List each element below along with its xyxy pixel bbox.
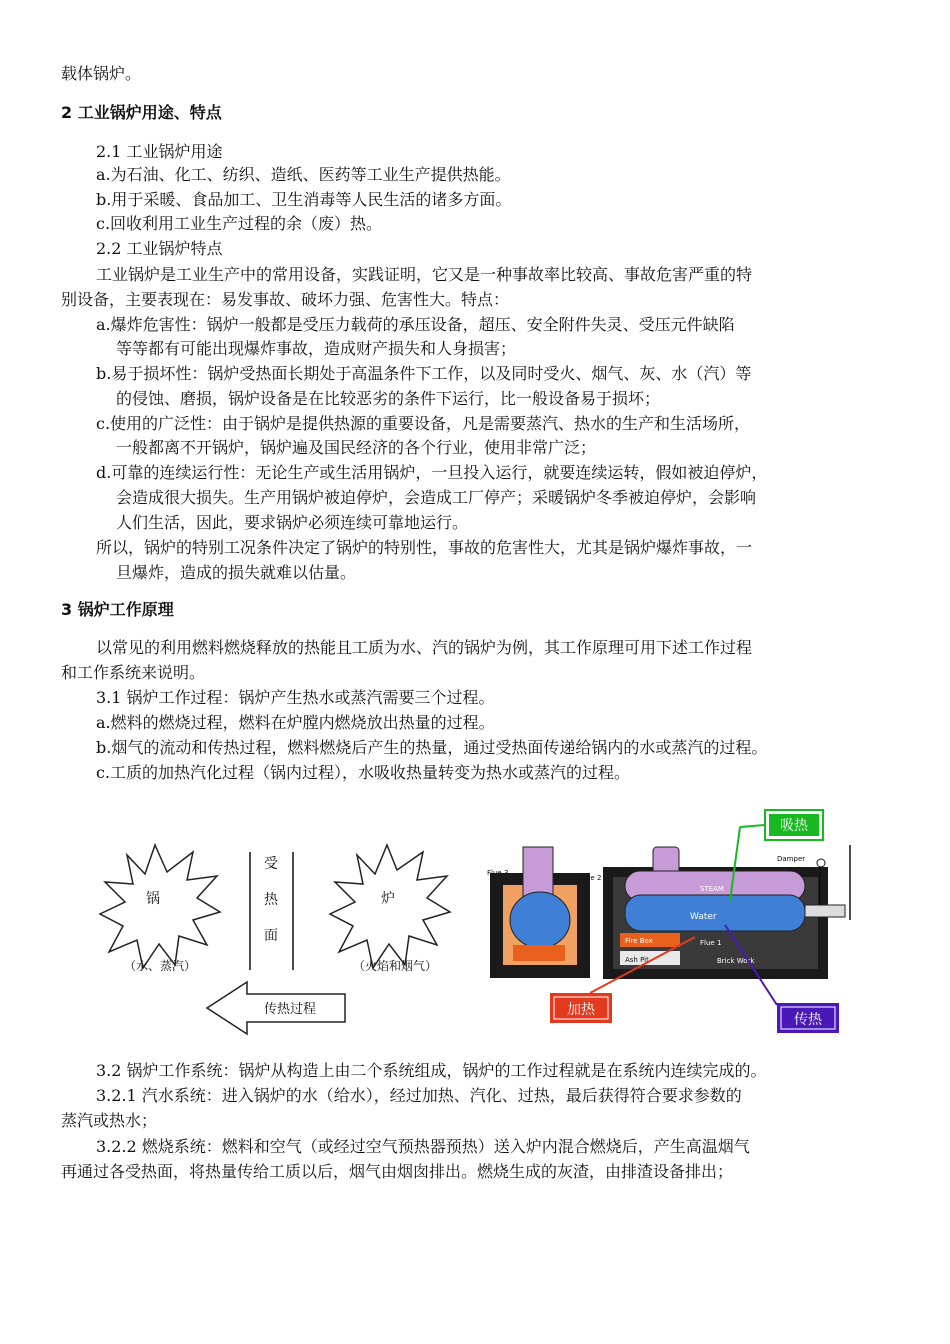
text-line: a.为石油、化工、纺织、造纸、医药等工业生产提供热能。	[96, 165, 511, 184]
text-line: a.燃料的燃烧过程，燃料在炉膛内燃烧放出热量的过程。	[96, 713, 495, 732]
heat-label: 加热	[567, 1002, 595, 1018]
text-line: b.易于损坏性：锅炉受热面长期处于高温条件下工作，以及同时受火、烟气、灰、水（汽）等	[96, 364, 752, 383]
left-boiler-stack	[523, 847, 553, 899]
boiler-caption: （水、蒸汽）	[123, 959, 197, 973]
text-line: 别设备，主要表现在：易发事故、破坏力强、危害性大。特点：	[61, 290, 510, 309]
section-heading-3: 3 锅炉工作原理	[61, 600, 174, 619]
text-line: 工业锅炉是工业生产中的常用设备，实践证明，它又是一种事故率比较高、事故危害严重的特	[96, 265, 753, 284]
boiler-cross-section-figure	[485, 805, 865, 1040]
text-line: 所以，锅炉的特别工况条件决定了锅炉的特别性，事故的危害性大，尤其是锅炉爆炸事故，一	[96, 538, 753, 557]
furnace-label: 炉	[381, 891, 395, 907]
fire-box-label: Fire Box	[625, 937, 653, 945]
text-line: c.使用的广泛性：由于锅炉是提供热源的重要设备，凡是需要蒸汽、热水的生产和生活场所，	[96, 414, 751, 433]
furnace-caption: （火焰和烟气）	[352, 959, 438, 973]
text-line: b.烟气的流动和传热过程，燃料燃烧后产生的热量，通过受热面传递给锅内的水或蒸汽的过程。	[96, 738, 768, 757]
steam-label: STEAM	[700, 885, 724, 893]
text-line: 等等都有可能出现爆炸事故，造成财产损失和人身损害；	[116, 339, 517, 358]
text-line: 的侵蚀、磨损，锅炉设备是在比较恶劣的条件下运行，比一般设备易于损坏；	[116, 389, 661, 408]
boiler-label: 锅	[146, 891, 160, 907]
heat-transfer-concept-figure	[95, 840, 465, 1040]
text-line: 人们生活，因此，要求锅炉必须连续可靠地运行。	[116, 513, 469, 532]
text-line: 3.2.2 燃烧系统：燃料和空气（或经过空气预热器预热）送入炉内混合燃烧后，产生高温烟气	[96, 1137, 750, 1156]
heat-transfer-label: 传热过程	[263, 1002, 317, 1017]
flue-2-label: Flue 2	[580, 874, 602, 882]
subsection-heading-2-2: 2.2 工业锅炉特点	[96, 239, 223, 258]
left-water-drum	[510, 892, 570, 948]
subsection-heading-2-1: 2.1 工业锅炉用途	[96, 142, 223, 161]
damper-icon	[817, 859, 825, 867]
text-line: 一般都离不开锅炉，锅炉遍及国民经济的各个行业，使用非常广泛；	[116, 438, 597, 457]
text-line: 以常见的利用燃料燃烧释放的热能且工质为水、汽的锅炉为例，其工作原理可用下述工作过程	[96, 638, 753, 657]
text-line: c.工质的加热汽化过程（锅内过程），水吸收热量转变为热水或蒸汽的过程。	[96, 763, 631, 782]
flue-1-label: Flue 1	[700, 939, 722, 947]
absorb-label: 吸热	[780, 818, 808, 834]
text-line: d.可靠的连续运行性：无论生产或生活用锅炉，一旦投入运行，就要连续运转，假如被迫停炉，	[96, 463, 768, 482]
heating-surface-char-2: 热	[264, 892, 278, 908]
flue-3-label: Flue 3	[487, 869, 509, 877]
text-line: c.回收利用工业生产过程的余（废）热。	[96, 214, 383, 233]
text-line: 再通过各受热面，将热量传给工质以后，烟气由烟囱排出。燃烧生成的灰渣，由排渣设备排出；	[61, 1162, 734, 1181]
text-line: 蒸汽或热水；	[61, 1111, 158, 1130]
heating-surface-char-1: 受	[264, 856, 278, 872]
transfer-label: 传热	[794, 1012, 822, 1028]
text-line: 3.1 锅炉工作过程：锅炉产生热水或蒸汽需要三个过程。	[96, 688, 495, 707]
heating-surface-char-3: 面	[264, 928, 278, 944]
brick-work-label: Brick Work	[717, 957, 755, 965]
text-line: 会造成很大损失。生产用锅炉被迫停炉，会造成工厂停产；采暖锅炉冬季被迫停炉，会影响	[116, 488, 757, 507]
flue-exit	[805, 905, 845, 917]
text-line: 3.2.1 汽水系统：进入锅炉的水（给水），经过加热、汽化、过热，最后获得符合要求参数的	[96, 1086, 742, 1105]
damper-label: Damper	[777, 855, 806, 863]
text-line: 载体锅炉。	[61, 64, 142, 83]
text-line: 3.2 锅炉工作系统：锅炉从构造上由二个系统组成，锅炉的工作过程就是在系统内连续完成的。	[96, 1061, 767, 1080]
text-line: 和工作系统来说明。	[61, 663, 206, 682]
text-line: 旦爆炸，造成的损失就难以估量。	[116, 563, 357, 582]
text-line: a.爆炸危害性：锅炉一般都是受压力载荷的承压设备，超压、安全附件失灵、受压元件缺陷	[96, 315, 735, 334]
boiler-burst-shape	[100, 845, 220, 968]
section-heading-2: 2 工业锅炉用途、特点	[61, 103, 222, 122]
text-line: b.用于采暖、食品加工、卫生消毒等人民生活的诸多方面。	[96, 190, 512, 209]
water-label: Water	[690, 912, 717, 922]
ash-pit-label: Ash Pit	[625, 956, 649, 964]
